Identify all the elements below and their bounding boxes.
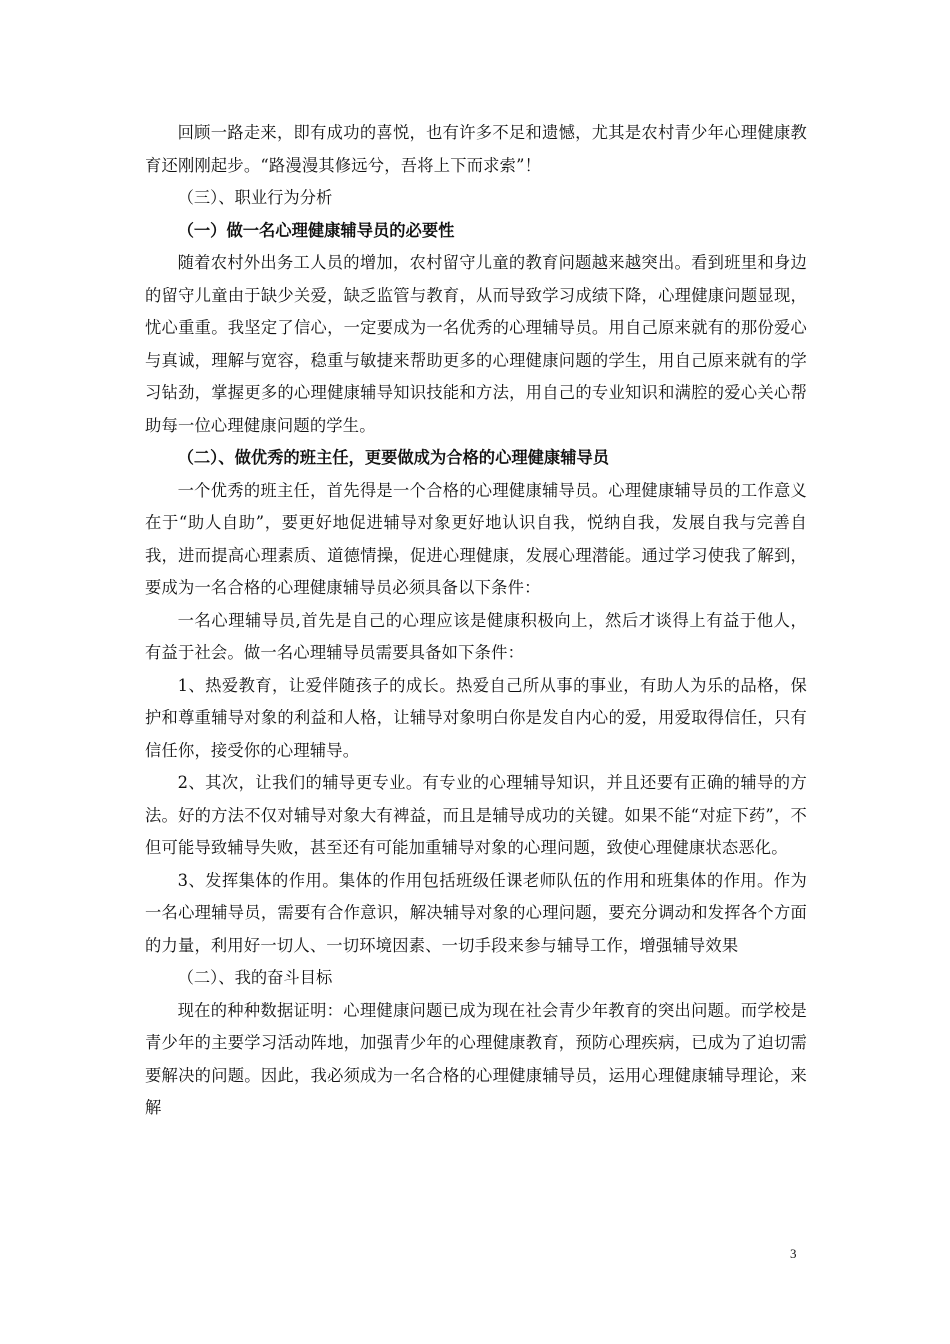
list-item-2: 2、其次，让我们的辅导更专业。有专业的心理辅导知识，并且还要有正确的辅导的方法。好的方法不仅对辅导对象大有裨益，而且是辅导成功的关键。如果不能“对症下药”，不但可能导致辅导失败，甚至还有可能加重辅导对象的心理问题，致使心理健康状态恶化。 [145,773,807,857]
subheading-qualified-counselor: （二）、做优秀的班主任，更要做成为合格的心理健康辅导员 [177,448,610,467]
paragraph-excellent-teacher: 一个优秀的班主任，首先得是一个合格的心理健康辅导员。心理健康辅导员的工作意义在于“助人自助”，要更好地促进辅导对象更好地认识自我，悦纳自我，发展自我与完善自我，进而提高心理素质、道德情操，促进心理健康，发展心理潜能。通过学习使我了解到，要成为一名合格的心理健康辅导员必须具备以下条件： [145,480,807,597]
paragraph-left-behind-children: 随着农村外出务工人员的增加，农村留守儿童的教育问题越来越突出。看到班里和身边的留守儿童由于缺少关爱，缺乏监管与教育，从而导致学习成绩下降，心理健康问题显现，忧心重重。我坚定了信心，一定要成为一名优秀的心理辅导员。用自己原来就有的那份爱心与真诚，理解与宽容，稳重与敏捷来帮助更多的心理健康问题的学生，用自己原来就有的学习钻劲，掌握更多的心理健康辅导知识技能和方法，用自己的专业知识和满腔的爱心关心帮助每一位心理健康问题的学生。 [145,253,807,435]
section-heading-goals: （二）、我的奋斗目标 [177,968,333,987]
paragraph-counselor-conditions: 一名心理辅导员,首先是自己的心理应该是健康积极向上，然后才谈得上有益于他人，有益于社会。做一名心理辅导员需要具备如下条件： [145,610,807,662]
paragraph-reflection: 回顾一路走来，即有成功的喜悦，也有许多不足和遗憾，尤其是农村青少年心理健康教育还刚刚起步。“路漫漫其修远兮，吾将上下而求索”！ [145,123,807,175]
document-body [145,117,807,1125]
list-item-3: 3、发挥集体的作用。集体的作用包括班级任课老师队伍的作用和班集体的作用。作为一名心理辅导员，需要有合作意识，解决辅导对象的心理问题，要充分调动和发挥各个方面的力量，利用好一切人、一切环境因素、一切手段来参与辅导工作，增强辅导效果 [145,870,807,955]
list-item-1: 1、热爱教育，让爱伴随孩子的成长。热爱自己所从事的事业，有助人为乐的品格，保护和尊重辅导对象的利益和人格，让辅导对象明白你是发自内心的爱，用爱取得信任，只有信任你，接受你的心理辅导。 [145,675,807,760]
paragraph-data-evidence: 现在的种种数据证明：心理健康问题已成为现在社会青少年教育的突出问题。而学校是青少年的主要学习活动阵地，加强青少年的心理健康教育，预防心理疾病，已成为了迫切需要解决的问题。因此，我必须成为一名合格的心理健康辅导员，运用心理健康辅导理论，来解 [145,1000,807,1117]
section-heading-career-behavior: （三）、职业行为分析 [177,188,333,207]
page-number: 3 [790,1246,797,1261]
subheading-necessity: （一）做一名心理健康辅导员的必要性 [177,220,455,240]
